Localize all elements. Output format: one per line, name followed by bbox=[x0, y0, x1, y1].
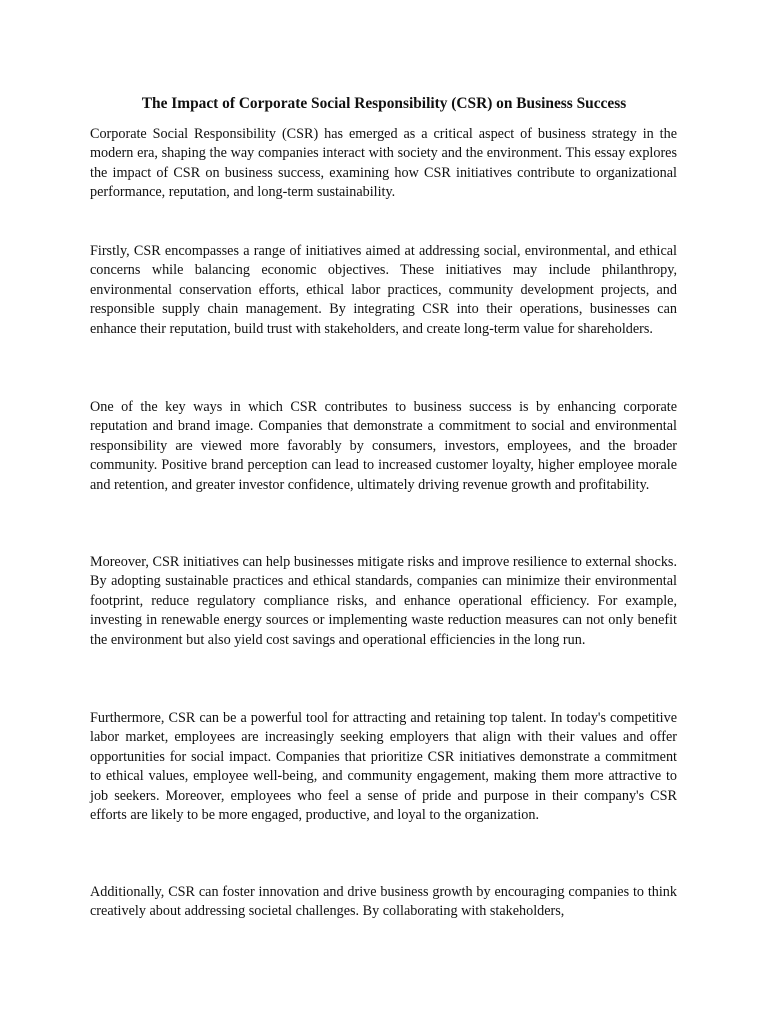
paragraph-innovation: Additionally, CSR can foster innovation and drive business growth by encouraging companies to think creatively about addressing societal challenges. By collaborating with stakeholders, bbox=[90, 884, 677, 920]
paragraph-risk-mitigation: Moreover, CSR initiatives can help businesses mitigate risks and improve resilience to external shocks. By adopting sustainable practices and ethical standards, companies can minimize their environmental footprint, reduce regulatory compliance risks, and enhance operational efficiency. For example, investing in renewable energy sources or implementing waste reduction measures can not only benefit the environment but also yield cost savings and operational efficiencies in the long run. bbox=[90, 554, 677, 648]
document-title: The Impact of Corporate Social Responsibility (CSR) on Business Success bbox=[141, 95, 627, 112]
paragraph-csr-initiatives: Firstly, CSR encompasses a range of initiatives aimed at addressing social, environmental, and ethical concerns while balancing economic objectives. These initiatives may include philanthropy, environmental conservation efforts, ethical labor practices, community development projects, and responsible supply chain management. By integrating CSR into their operations, businesses can enhance their reputation, build trust with stakeholders, and create long-term value for shareholders. bbox=[90, 243, 677, 337]
paragraph-talent: Furthermore, CSR can be a powerful tool for attracting and retaining top talent. In today's competitive labor market, employees are increasingly seeking employers that align with their values and offer opportunities for social impact. Companies that prioritize CSR initiatives demonstrate a commitment to ethical values, employee well-being, and community engagement, making them more attractive to job seekers. Moreover, employees who feel a sense of pride and purpose in their company's CSR efforts are likely to be more engaged, productive, and loyal to the organization. bbox=[90, 710, 677, 824]
paragraph-introduction: Corporate Social Responsibility (CSR) has emerged as a critical aspect of business strategy in the modern era, shaping the way companies interact with society and the environment. This essay explores the impact of CSR on business success, examining how CSR initiatives contribute to organizational performance, reputation, and long-term sustainability. bbox=[90, 126, 677, 201]
paragraph-reputation: One of the key ways in which CSR contributes to business success is by enhancing corporate reputation and brand image. Companies that demonstrate a commitment to social and environmental responsibility are viewed more favorably by consumers, investors, employees, and the broader community. Positive brand perception can lead to increased customer loyalty, higher employee morale and retention, and greater investor confidence, ultimately driving revenue growth and profitability. bbox=[90, 399, 677, 493]
